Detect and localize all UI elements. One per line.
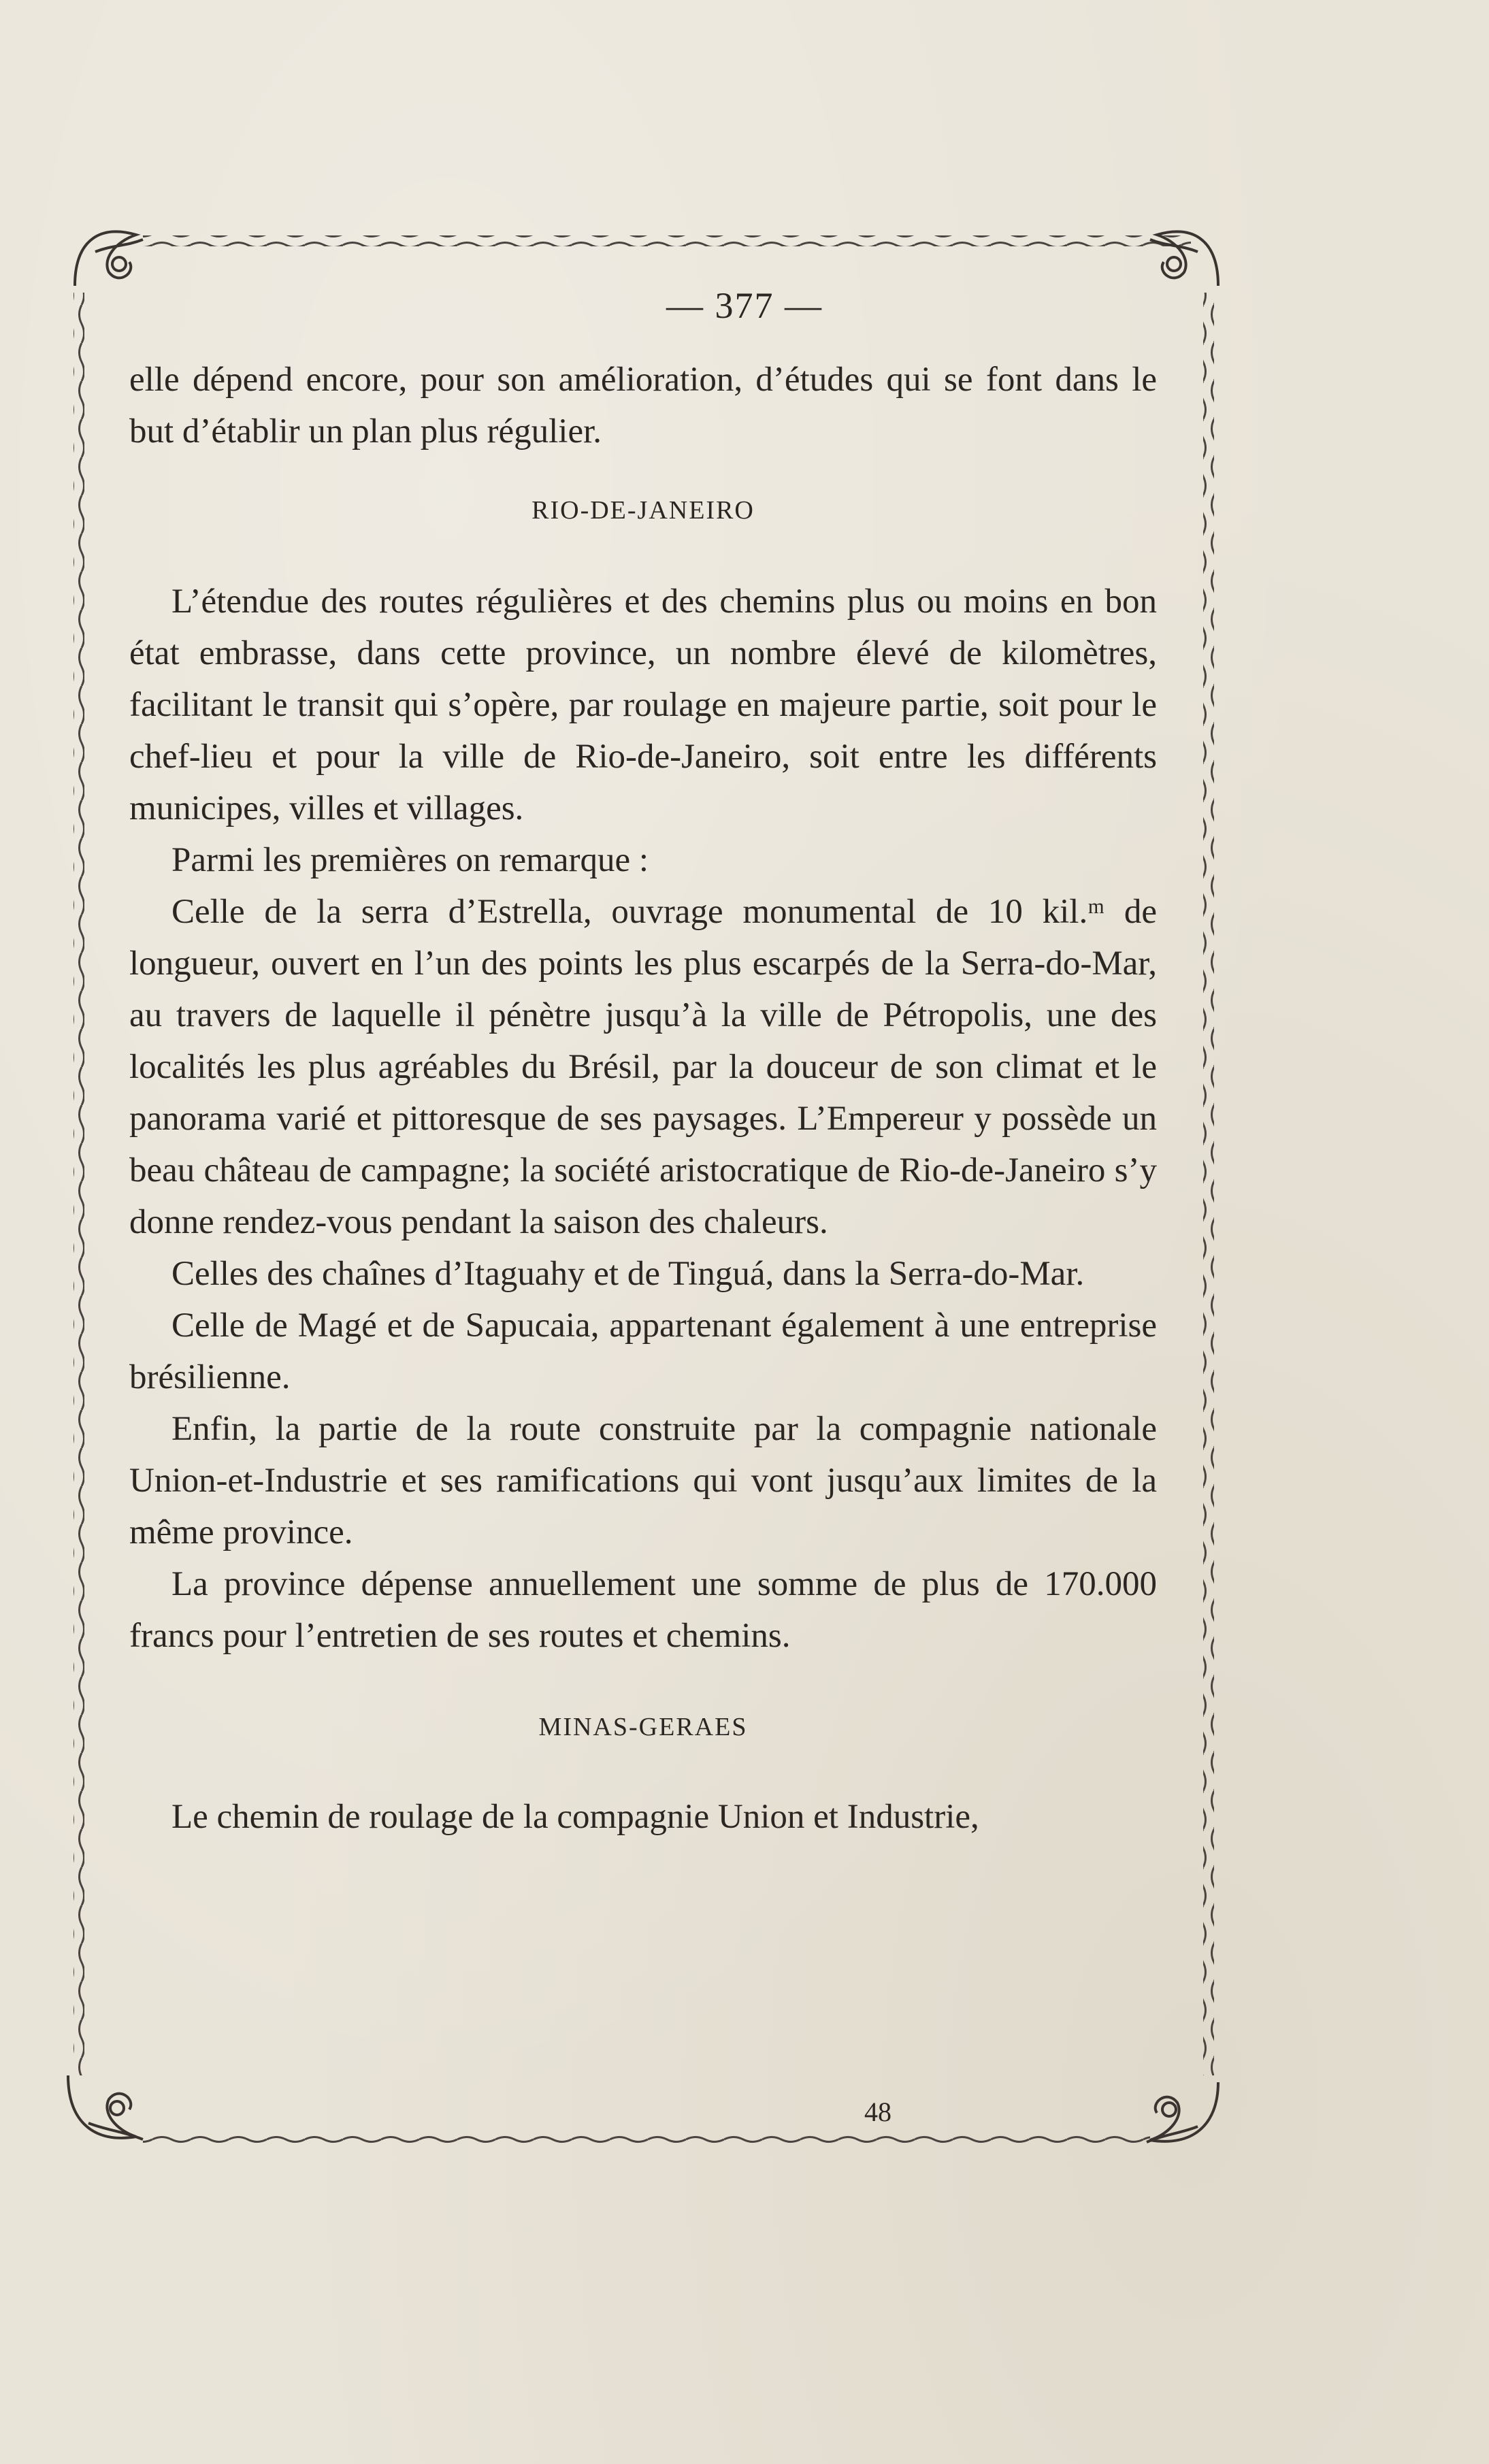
paragraph: Le chemin de roulage de la compagnie Union et Industrie, (171, 1798, 979, 1836)
corner-flourish-icon (75, 231, 143, 286)
paragraph: La province dépense annuellement une somme de plus de 170.000 francs pour l’entretien de ses routes et chemins. (129, 1565, 1157, 1655)
paragraph: Celles des chaînes d’Itaguahy et de Tinguá, dans la Serra-do-Mar. (171, 1255, 1085, 1293)
paragraph: Parmi les premières on remarque : (171, 841, 649, 879)
intro-paragraph: elle dépend encore, pour son amélioration, d’études qui se font dans le but d’établir un plan plus régulier. (129, 361, 1157, 450)
section-heading-rio: RIO-DE-JANEIRO (531, 496, 755, 525)
bottom-wave-border (143, 2135, 1150, 2146)
corner-flourish-icon (1147, 2082, 1218, 2142)
top-wave-border (143, 235, 1191, 246)
right-wave-border (1203, 293, 1214, 2075)
paragraph: Celle de la serra d’Estrella, ouvrage monumental de 10 kil.ᵐ de longueur, ouvert en l’un des points les plus escarpés de la Serra-do-Mar, au travers de laquelle il pénètre jusqu’à la ville de Pétropolis, une des localités les plus agréables du Brésil, par la douceur de son climat et le panorama varié et pittoresque de ses paysages. L’Empereur y possède un beau château de campagne; la société aristocratique de Rio-de-Janeiro s’y donne rendez-vous pendant la saison des chaleurs. (129, 893, 1157, 1241)
paragraph: Enfin, la partie de la route construite par la compagnie nationale Union-et-Industrie et ses ramifications qui vont jusqu’aux limites de la même province. (129, 1410, 1157, 1551)
left-wave-border (73, 293, 84, 2075)
body-text (129, 354, 1157, 1843)
paragraph: Celle de Magé et de Sapucaia, appartenant également à une entreprise brésilienne. (129, 1307, 1157, 1396)
page-number: — 377 — (666, 285, 823, 326)
section-heading-minas: MINAS-GERAES (538, 1713, 748, 1741)
corner-flourish-icon (68, 2075, 143, 2139)
paragraph: L’étendue des routes régulières et des chemins plus ou moins en bon état embrasse, dans cette province, un nombre élevé de kilomètres, facilitant le transit qui s’opère, par roulage en majeure partie, soit pour le chef-lieu et pour la ville de Rio-de-Janeiro, soit entre les différents municipes, villes et villages. (129, 582, 1157, 827)
signature-mark: 48 (864, 2097, 891, 2127)
